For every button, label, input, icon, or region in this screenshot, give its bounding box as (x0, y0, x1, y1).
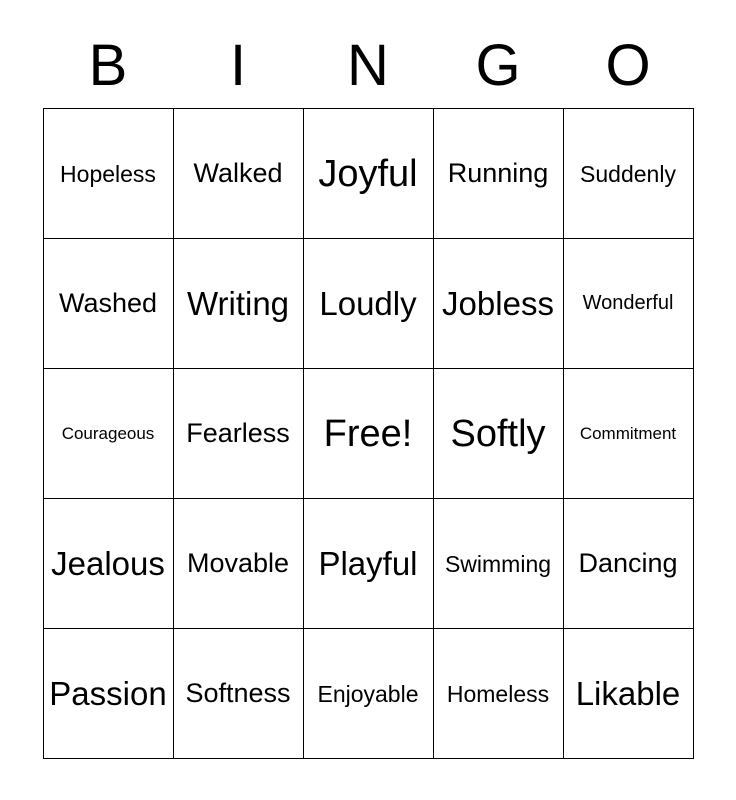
bingo-cell[interactable]: Washed (43, 239, 173, 369)
bingo-cell[interactable]: Writing (173, 239, 303, 369)
bingo-cell[interactable]: Wonderful (563, 239, 693, 369)
bingo-header-letter-o: O (605, 33, 651, 98)
bingo-cell[interactable]: Homeless (433, 629, 563, 759)
bingo-cell[interactable]: Suddenly (563, 109, 693, 239)
bingo-row (43, 369, 693, 499)
bingo-cell[interactable]: Movable (173, 499, 303, 629)
bingo-cell[interactable]: Running (433, 109, 563, 239)
bingo-cell[interactable]: Hopeless (43, 109, 173, 239)
bingo-cell-free[interactable]: Free! (303, 369, 433, 499)
bingo-cell[interactable]: Likable (563, 629, 693, 759)
bingo-cell[interactable]: Enjoyable (303, 629, 433, 759)
bingo-header-letter-b: B (88, 33, 128, 98)
bingo-cell[interactable]: Softly (433, 369, 563, 499)
bingo-header (43, 0, 693, 102)
bingo-cell[interactable]: Commitment (563, 369, 693, 499)
bingo-cell[interactable]: Joyful (303, 109, 433, 239)
bingo-grid (43, 108, 694, 759)
bingo-row (43, 629, 693, 759)
bingo-cell[interactable]: Walked (173, 109, 303, 239)
bingo-cell[interactable]: Courageous (43, 369, 173, 499)
bingo-row (43, 239, 693, 369)
bingo-header-letter-i: I (229, 33, 247, 98)
bingo-cell[interactable]: Softness (173, 629, 303, 759)
bingo-cell[interactable]: Jealous (43, 499, 173, 629)
bingo-row (43, 499, 693, 629)
bingo-header-letter-g: G (475, 33, 521, 98)
bingo-cell[interactable]: Dancing (563, 499, 693, 629)
bingo-cell[interactable]: Loudly (303, 239, 433, 369)
bingo-header-letter-n: N (347, 33, 389, 98)
bingo-cell[interactable]: Passion (43, 629, 173, 759)
bingo-cell[interactable]: Jobless (433, 239, 563, 369)
bingo-cell[interactable]: Playful (303, 499, 433, 629)
bingo-cell[interactable]: Swimming (433, 499, 563, 629)
bingo-row (43, 109, 693, 239)
bingo-cell[interactable]: Fearless (173, 369, 303, 499)
